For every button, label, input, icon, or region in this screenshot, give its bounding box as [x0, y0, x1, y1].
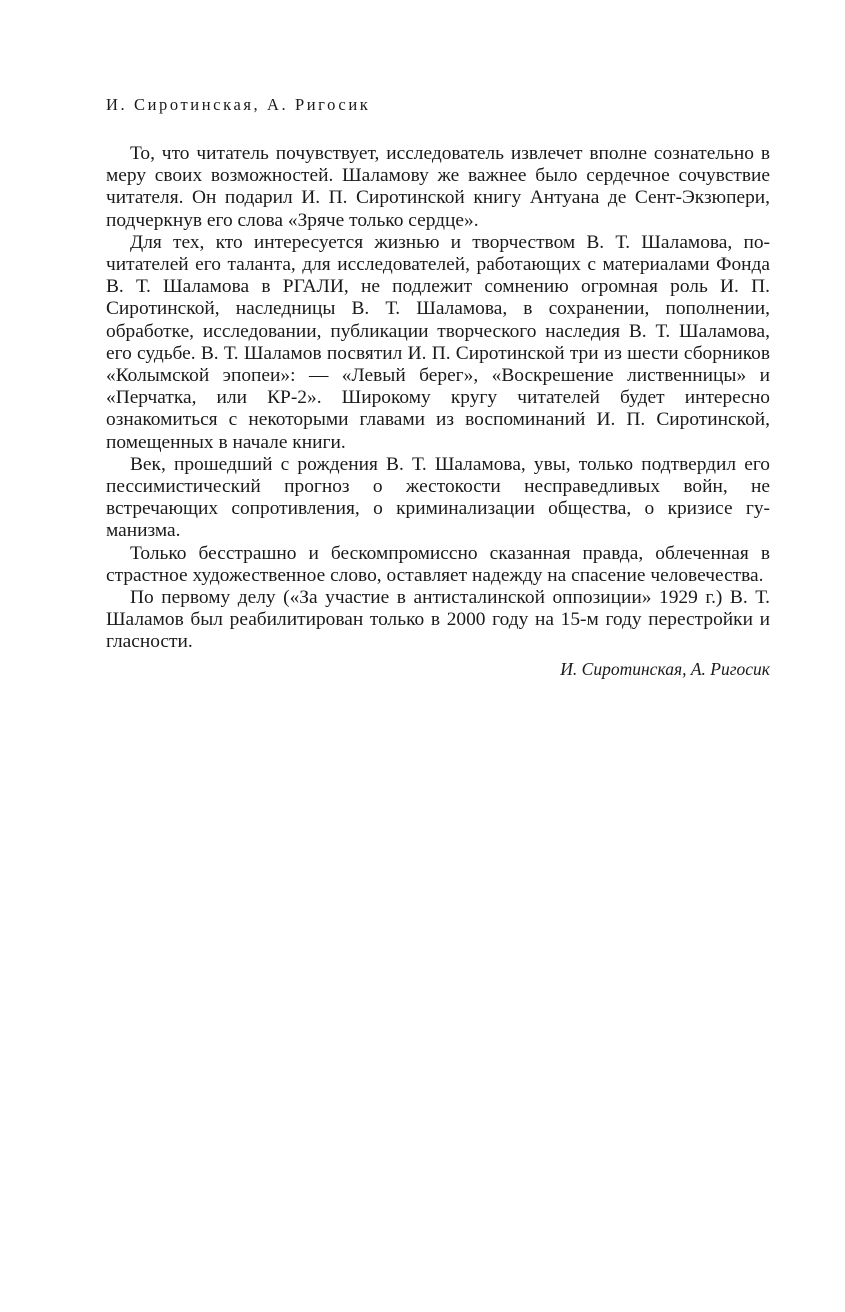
- paragraph: То, что читатель почувствует, исследователь извлечет вполне сознательно в меру своих возможностей. Шаламову же важнее было сердечное сочувствие читателя. Он подарил И. П. Сиротинской книгу Антуана де Сент-Экзюпери, подчеркнув его слова «Зряче только сердце».: [106, 143, 770, 231]
- body-text: [106, 143, 770, 654]
- paragraph: По первому делу («За участие в антисталинской оппозиции» 1929 г.) В. Т. Шаламов был реабилитирован только в 2000 году на 15-м году перестройки и гласности.: [106, 587, 770, 653]
- paragraph: Только бесстрашно и бескомпромиссно сказанная правда, облеченная в страстное художественное слово, оставляет надежду на спасение человечества.: [106, 542, 770, 586]
- paragraph: Век, прошедший с рождения В. Т. Шаламова, увы, только подтвердил его пессимистический прогноз о жестокости несправедливых войн, не встречающих сопротивления, о криминализации общества, о кризисе гуманизма.: [106, 453, 770, 542]
- signature: И. Сиротинская, А. Ригосик: [560, 658, 770, 679]
- page: [106, 94, 770, 680]
- paragraph: Для тех, кто интересуется жизнью и творчеством В. Т. Шаламова, почитателей его таланта, для исследователей, работающих с материалами Фонда В. Т. Шаламова в РГАЛИ, не подлежит сомнению огромная роль И. П. Сиротинской, наследницы В. Т. Шаламова, в сохранении, пополнении, обработке, исследовании, публикации творческого наследия В. Т. Шаламова, его судьбе. В. Т. Шаламов посвятил И. П. Сиротинской три из шести сборников «Колымской эпопеи»: — «Левый берег», «Воскрешение лиственницы» и «Перчатка, или КР-2». Широкому кругу читателей будет интересно ознакомиться с некоторыми главами из воспоминаний И. П. Сиротинской, помещенных в начале книги.: [106, 231, 770, 453]
- running-head: И. Сиротинская, А. Ригосик: [106, 95, 371, 114]
